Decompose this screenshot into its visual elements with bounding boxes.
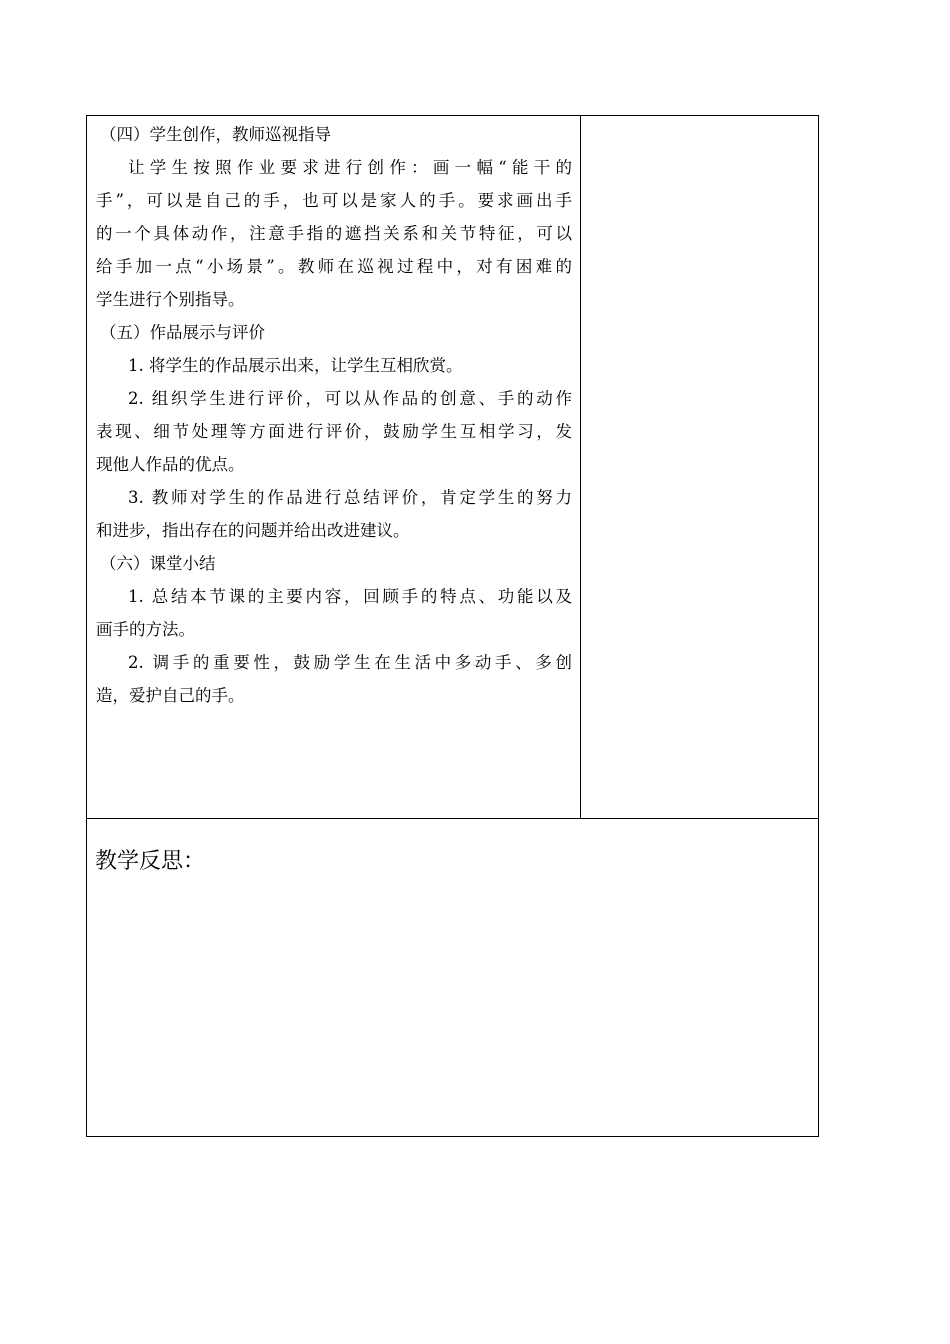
paragraph-line: 让学生按照作业要求进行创作：画一幅“能干的	[128, 158, 572, 177]
paragraph-line: 画手的方法。	[96, 620, 195, 639]
notes-cell	[581, 116, 818, 818]
paragraph-line: 的一个具体动作，注意手指的遮挡关系和关节特征，可以	[96, 224, 572, 243]
lesson-plan-table	[86, 115, 819, 1137]
paragraph-line: 表现、细节处理等方面进行评价，鼓励学生互相学习，发	[96, 422, 572, 441]
reflection-row	[87, 819, 818, 1136]
paragraph-line: 给手加一点“小场景”。教师在巡视过程中，对有困难的	[96, 257, 572, 276]
paragraph-line: 学生进行个别指导。	[96, 290, 245, 309]
section-heading-summary: （六）课堂小结	[100, 554, 216, 573]
paragraph-line: 和进步，指出存在的问题并给出改进建议。	[96, 521, 410, 540]
lesson-content-cell	[87, 116, 581, 818]
paragraph-line: 现他人作品的优点。	[96, 455, 245, 474]
paragraph-line: 造，爱护自己的手。	[96, 686, 245, 705]
section-heading-creation: （四）学生创作，教师巡视指导	[100, 125, 331, 144]
section-heading-showcase: （五）作品展示与评价	[100, 323, 265, 342]
list-item: 2. 组织学生进行评价，可以从作品的创意、手的动作	[128, 389, 572, 408]
list-item: 1. 总结本节课的主要内容，回顾手的特点、功能以及	[128, 587, 572, 606]
paragraph-line: 手”，可以是自己的手，也可以是家人的手。要求画出手	[96, 191, 572, 210]
list-item: 3. 教师对学生的作品进行总结评价，肯定学生的努力	[128, 488, 572, 507]
lesson-content-row	[87, 116, 818, 819]
reflection-title: 教学反思：	[95, 849, 206, 874]
list-item: 1. 将学生的作品展示出来，让学生互相欣赏。	[128, 356, 463, 375]
list-item: 2. 调手的重要性，鼓励学生在生活中多动手、多创	[128, 653, 572, 672]
